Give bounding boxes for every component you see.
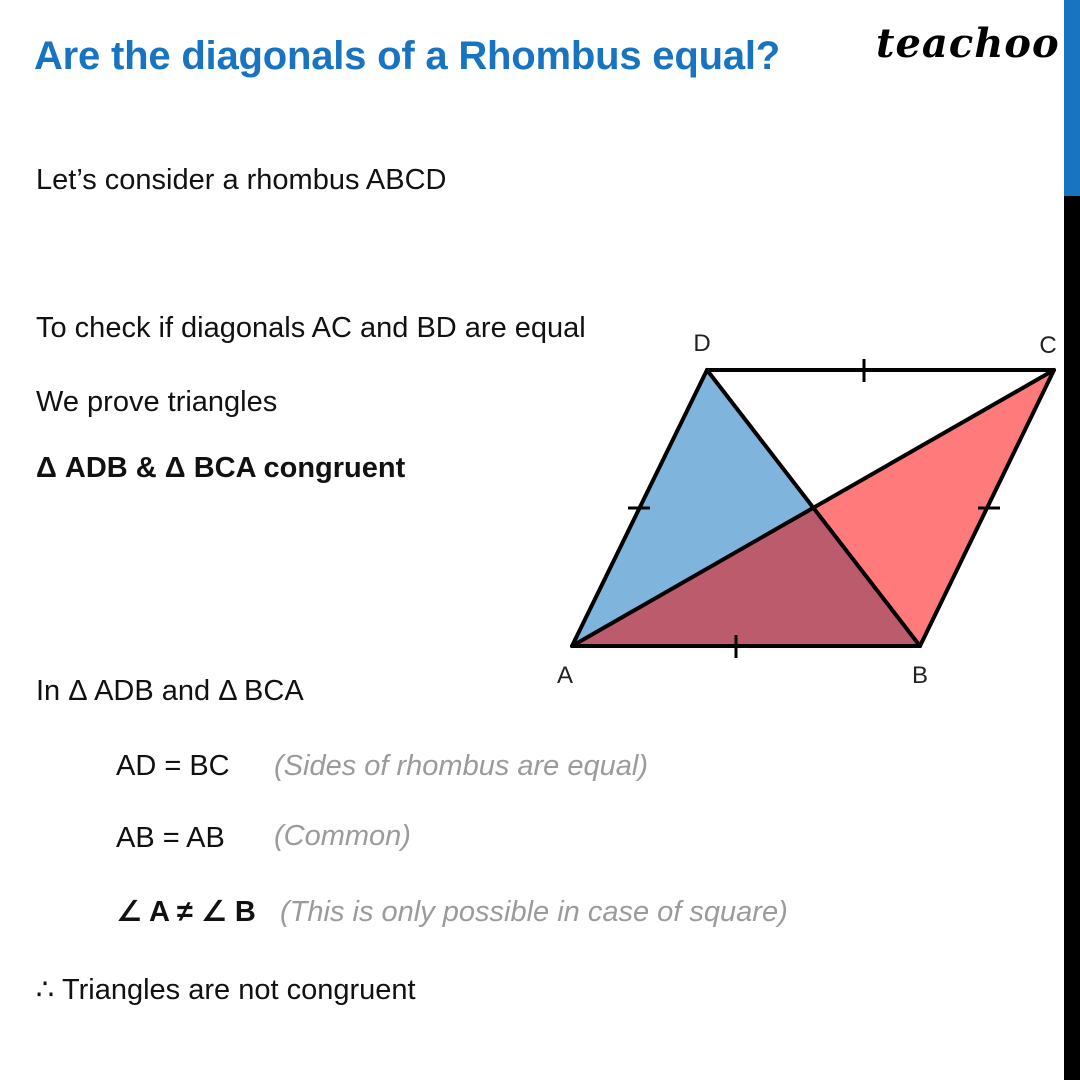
vertex-label-b: B [911,662,929,689]
proof-reason: (This is only possible in case of square) [280,896,788,928]
vertex-label-a: A [556,662,574,689]
proof-reason: (Sides of rhombus are equal) [274,750,648,782]
page-title: Are the diagonals of a Rhombus equal? [34,34,781,78]
proof-statement: ∠ A ≠ ∠ B [116,896,256,928]
claim-line: Δ ADB & Δ BCA congruent [36,452,406,484]
intro-line: We prove triangles [36,386,278,418]
proof-heading: In Δ ADB and Δ BCA [36,675,304,707]
proof-statement: AB = AB [116,822,225,854]
intro-line: Let’s consider a rhombus ABCD [36,164,447,196]
vertex-label-c: C [1039,332,1057,359]
proof-reason: (Common) [274,820,411,852]
vertex-label-d: D [693,330,711,357]
intro-line: To check if diagonals AC and BD are equal [36,312,586,344]
proof-statement: AD = BC [116,750,230,782]
conclusion: ∴ Triangles are not congruent [36,974,416,1006]
teachoo-logo: teachoo [876,20,1060,67]
